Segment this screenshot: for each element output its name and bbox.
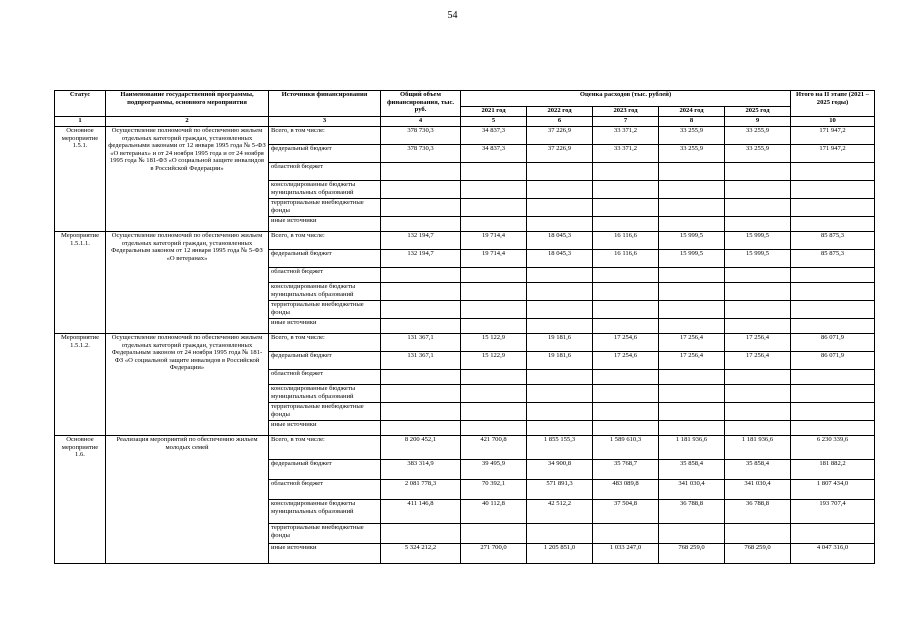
year-2025-cell: 17 256,4 [725,352,791,370]
stage-total-cell: 86 071,9 [791,334,875,352]
program-name-cell: Осуществление полномочий по обеспечению жильем отдельных категорий граждан, установленных Федеральным законом от 12 января 1995 года № 5-ФЗ «О ветеранах» [106,232,269,334]
funding-source-cell: областной бюджет [269,480,381,500]
year-2025-cell [725,385,791,403]
funding-source-cell: областной бюджет [269,163,381,181]
year-2023-cell [593,181,659,199]
stage-total-cell: 85 875,3 [791,232,875,250]
column-index: 6 [527,117,593,127]
year-2024-cell [659,283,725,301]
year-2025-cell [725,421,791,436]
year-2024-cell: 35 858,4 [659,460,725,480]
year-2023-cell: 483 089,8 [593,480,659,500]
total-cell: 5 324 212,2 [381,544,461,564]
year-2024-cell [659,199,725,217]
year-2025-cell: 35 858,4 [725,460,791,480]
year-2021-cell [461,524,527,544]
year-2022-cell [527,181,593,199]
year-2024-cell: 15 999,5 [659,232,725,250]
year-2024-cell [659,217,725,232]
year-2021-cell: 421 700,8 [461,436,527,460]
year-2024-cell [659,370,725,385]
status-cell: Мероприятие 1.5.1.1. [55,232,106,334]
year-2024-cell [659,301,725,319]
year-2025-cell: 17 256,4 [725,334,791,352]
total-cell [381,199,461,217]
year-2025-cell [725,370,791,385]
year-2021-cell [461,217,527,232]
year-2022-cell [527,370,593,385]
year-2025-cell: 768 259,0 [725,544,791,564]
year-2022-cell: 1 205 851,0 [527,544,593,564]
funding-source-cell: иные источники [269,217,381,232]
year-2022-cell [527,403,593,421]
year-2022-cell: 37 226,9 [527,145,593,163]
column-index: 2 [106,117,269,127]
total-cell: 131 367,1 [381,334,461,352]
year-2024-cell: 36 788,8 [659,500,725,524]
funding-source-cell: консолидированные бюджеты муниципальных образований [269,500,381,524]
year-2022-cell: 37 226,9 [527,127,593,145]
year-2025-cell: 36 788,8 [725,500,791,524]
year-2021-cell: 15 122,9 [461,334,527,352]
year-2022-cell: 18 045,3 [527,232,593,250]
year-2023-cell: 1 033 247,0 [593,544,659,564]
total-cell: 132 194,7 [381,232,461,250]
year-2022-cell [527,199,593,217]
year-2025-cell [725,181,791,199]
funding-source-cell: федеральный бюджет [269,352,381,370]
year-2023-cell [593,217,659,232]
year-2022-cell [527,283,593,301]
stage-total-cell [791,403,875,421]
funding-source-cell: территориальные внебюджетные фонды [269,199,381,217]
year-2023-cell [593,385,659,403]
funding-source-cell: иные источники [269,319,381,334]
stage-total-cell: 181 882,2 [791,460,875,480]
funding-source-cell: федеральный бюджет [269,145,381,163]
funding-source-cell: Всего, в том числе: [269,127,381,145]
year-2021-cell [461,181,527,199]
funding-source-cell: Всего, в том числе: [269,334,381,352]
year-2021-cell: 19 714,4 [461,250,527,268]
total-cell: 378 730,3 [381,127,461,145]
funding-source-cell: территориальные внебюджетные фонды [269,301,381,319]
year-2024-cell: 15 999,5 [659,250,725,268]
header-total-volume: Общий объем финансирования, тыс. руб. [381,91,461,117]
year-2021-cell [461,268,527,283]
program-name-cell: Осуществление полномочий по обеспечению жильем отдельных категорий граждан, установленных федеральными законами от 12 января 1995 года № 5-ФЗ «О ветеранах» и от 24 ноября 1995 года и от 24 ноября 1995 года № 181-ФЗ «О социальной защите инвалидов в Российской Федерации» [106,127,269,232]
header-year: 2023 год [593,107,659,117]
total-cell: 411 146,8 [381,500,461,524]
stage-total-cell: 85 875,3 [791,250,875,268]
year-2022-cell: 19 181,6 [527,334,593,352]
year-2021-cell [461,199,527,217]
header-year: 2021 год [461,107,527,117]
funding-source-cell: областной бюджет [269,268,381,283]
year-2024-cell: 33 255,9 [659,145,725,163]
funding-source-cell: федеральный бюджет [269,460,381,480]
budget-table [54,90,875,564]
year-2024-cell: 17 256,4 [659,334,725,352]
year-2022-cell: 1 855 155,3 [527,436,593,460]
column-index: 7 [593,117,659,127]
page-number: 54 [447,10,458,21]
stage-total-cell: 193 707,4 [791,500,875,524]
stage-total-cell: 1 807 434,0 [791,480,875,500]
year-2024-cell [659,403,725,421]
year-2022-cell: 34 900,8 [527,460,593,480]
column-index: 4 [381,117,461,127]
year-2021-cell: 70 392,1 [461,480,527,500]
status-cell: Мероприятие 1.5.1.2. [55,334,106,436]
year-2024-cell: 1 181 936,6 [659,436,725,460]
year-2022-cell: 571 891,3 [527,480,593,500]
funding-source-cell: иные источники [269,421,381,436]
total-cell [381,301,461,319]
year-2024-cell: 33 255,9 [659,127,725,145]
year-2024-cell [659,385,725,403]
column-index: 1 [55,117,106,127]
year-2023-cell: 16 116,6 [593,250,659,268]
column-index: 5 [461,117,527,127]
year-2025-cell: 33 255,9 [725,145,791,163]
column-index: 9 [725,117,791,127]
stage-total-cell: 6 230 339,6 [791,436,875,460]
funding-source-cell: Всего, в том числе: [269,232,381,250]
year-2023-cell [593,199,659,217]
year-2021-cell: 19 714,4 [461,232,527,250]
funding-source-cell: территориальные внебюджетные фонды [269,403,381,421]
year-2021-cell: 271 700,0 [461,544,527,564]
year-2025-cell [725,301,791,319]
year-2025-cell: 15 999,5 [725,232,791,250]
total-cell [381,283,461,301]
year-2025-cell: 1 181 936,6 [725,436,791,460]
program-name-cell: Осуществление полномочий по обеспечению жильем отдельных категорий граждан, установленных Федеральным законом от 24 ноября 1995 года № 181-ФЗ «О социальной защите инвалидов в Российской Федерации» [106,334,269,436]
year-2024-cell [659,421,725,436]
year-2021-cell [461,370,527,385]
stage-total-cell [791,370,875,385]
total-cell [381,385,461,403]
year-2022-cell: 19 181,6 [527,352,593,370]
stage-total-cell [791,217,875,232]
year-2025-cell: 341 030,4 [725,480,791,500]
funding-source-cell: иные источники [269,544,381,564]
year-2023-cell [593,283,659,301]
year-2025-cell [725,163,791,181]
total-cell [381,370,461,385]
total-cell [381,319,461,334]
stage-total-cell [791,283,875,301]
funding-source-cell: консолидированные бюджеты муниципальных образований [269,283,381,301]
year-2021-cell: 34 837,3 [461,145,527,163]
stage-total-cell [791,268,875,283]
status-cell: Основное мероприятие 1.5.1. [55,127,106,232]
table-row [55,334,875,352]
year-2021-cell [461,319,527,334]
header-year: 2022 год [527,107,593,117]
column-index: 8 [659,117,725,127]
year-2023-cell: 35 768,7 [593,460,659,480]
total-cell [381,217,461,232]
year-2023-cell [593,370,659,385]
year-2025-cell [725,217,791,232]
header-program-name: Наименование государственной программы, подпрограммы, основного мероприятия [106,91,269,117]
funding-source-cell: территориальные внебюджетные фонды [269,524,381,544]
year-2022-cell [527,421,593,436]
total-cell [381,524,461,544]
total-cell: 2 081 778,3 [381,480,461,500]
funding-source-cell: федеральный бюджет [269,250,381,268]
year-2021-cell [461,283,527,301]
year-2022-cell [527,524,593,544]
funding-source-cell: Всего, в том числе: [269,436,381,460]
year-2024-cell: 17 256,4 [659,352,725,370]
stage-total-cell: 4 047 316,0 [791,544,875,564]
total-cell: 378 730,3 [381,145,461,163]
stage-total-cell [791,385,875,403]
year-2023-cell [593,421,659,436]
year-2023-cell [593,301,659,319]
year-2023-cell [593,163,659,181]
year-2023-cell [593,403,659,421]
stage-total-cell: 86 071,9 [791,352,875,370]
year-2023-cell: 37 504,8 [593,500,659,524]
stage-total-cell [791,163,875,181]
year-2023-cell [593,268,659,283]
stage-total-cell [791,319,875,334]
year-2023-cell: 1 589 610,3 [593,436,659,460]
year-2024-cell [659,524,725,544]
year-2024-cell [659,163,725,181]
total-cell: 132 194,7 [381,250,461,268]
stage-total-cell [791,524,875,544]
year-2025-cell [725,403,791,421]
column-index-row [55,117,875,127]
year-2022-cell: 42 512,2 [527,500,593,524]
total-cell [381,163,461,181]
year-2023-cell: 17 254,6 [593,334,659,352]
table-row [55,232,875,250]
year-2023-cell: 16 116,6 [593,232,659,250]
year-2021-cell: 40 112,8 [461,500,527,524]
header-year: 2024 год [659,107,725,117]
year-2025-cell [725,283,791,301]
year-2022-cell [527,301,593,319]
header-estimate: Оценка расходов (тыс. рублей) [461,91,791,107]
year-2021-cell: 15 122,9 [461,352,527,370]
year-2021-cell [461,301,527,319]
stage-total-cell [791,199,875,217]
year-2021-cell [461,385,527,403]
year-2022-cell [527,385,593,403]
year-2021-cell [461,163,527,181]
stage-total-cell [791,181,875,199]
year-2023-cell: 33 371,2 [593,145,659,163]
total-cell: 131 367,1 [381,352,461,370]
table-row [55,127,875,145]
stage-total-cell [791,301,875,319]
total-cell: 383 314,9 [381,460,461,480]
year-2025-cell [725,199,791,217]
total-cell [381,421,461,436]
year-2025-cell [725,319,791,334]
header-year: 2025 год [725,107,791,117]
year-2023-cell [593,524,659,544]
funding-source-cell: консолидированные бюджеты муниципальных образований [269,181,381,199]
total-cell [381,403,461,421]
year-2024-cell: 768 259,0 [659,544,725,564]
funding-source-cell: консолидированные бюджеты муниципальных образований [269,385,381,403]
funding-source-cell: областной бюджет [269,370,381,385]
year-2023-cell: 33 371,2 [593,127,659,145]
year-2025-cell [725,268,791,283]
stage-total-cell [791,421,875,436]
year-2024-cell: 341 030,4 [659,480,725,500]
year-2022-cell [527,217,593,232]
year-2025-cell [725,524,791,544]
header-stage-total: Итого на II этапе (2021 – 2025 годы) [791,91,875,117]
year-2022-cell [527,163,593,181]
year-2025-cell: 15 999,5 [725,250,791,268]
header-status: Статус [55,91,106,117]
year-2023-cell [593,319,659,334]
year-2022-cell [527,319,593,334]
total-cell: 8 200 452,1 [381,436,461,460]
header-funding-sources: Источники финансирования [269,91,381,117]
stage-total-cell: 171 947,2 [791,127,875,145]
program-name-cell: Реализация мероприятий по обеспечению жильем молодых семей [106,436,269,564]
total-cell [381,181,461,199]
column-index: 10 [791,117,875,127]
year-2025-cell: 33 255,9 [725,127,791,145]
year-2023-cell: 17 254,6 [593,352,659,370]
year-2022-cell: 18 045,3 [527,250,593,268]
year-2024-cell [659,319,725,334]
year-2021-cell: 34 837,3 [461,127,527,145]
year-2024-cell [659,268,725,283]
table-row [55,436,875,460]
year-2021-cell [461,421,527,436]
stage-total-cell: 171 947,2 [791,145,875,163]
total-cell [381,268,461,283]
status-cell: Основное мероприятие 1.6. [55,436,106,564]
year-2021-cell: 39 495,9 [461,460,527,480]
year-2024-cell [659,181,725,199]
year-2021-cell [461,403,527,421]
column-index: 3 [269,117,381,127]
year-2022-cell [527,268,593,283]
